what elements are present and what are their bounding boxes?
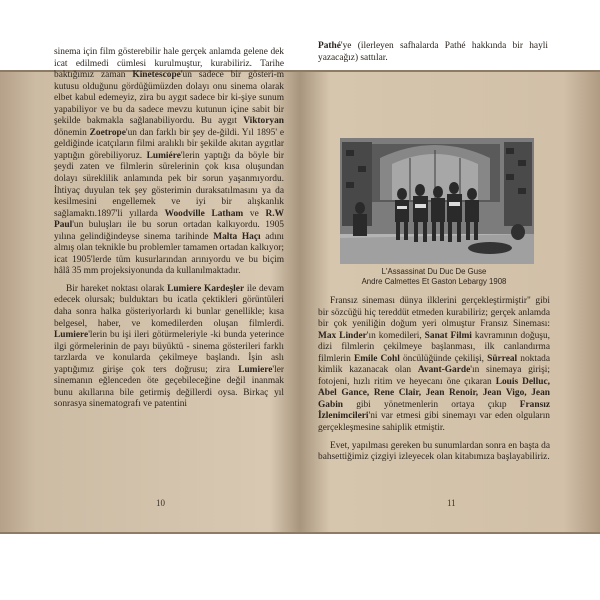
left-page-text (54, 47, 284, 411)
photo-caption (318, 267, 550, 287)
bold-term: R.W Paul (54, 208, 284, 231)
text-run: öncülüğünde çekilişi, (399, 353, 488, 364)
text-run: ile devam edecek olursak; bulduktarı bu icatla çektikleri görüntüleri daha sonra halka gösteriyorlardı ki bunlar genellikle; kısa belgesel, haber, ve komedilerden oluşan filmlerdi. (54, 283, 284, 329)
text-run: 'ın sinemaya girişi; fotojeni, hızlı ritim ve heyecanı öne çıkaran (318, 365, 550, 387)
left-paragraph-1 (54, 47, 284, 278)
bold-term: Woodville Latham (164, 208, 244, 219)
bold-term: Lumiere (238, 364, 273, 375)
bold-term: Sanat Filmi (424, 330, 472, 341)
bold-term: Pathé (318, 41, 341, 51)
text-run: sinema için film gösterebilir hale gerçek anlamda gelene dek icat edilmedi cümlesi kurulmuştur, kurabiliriz. Tarihe baktığımız zaman (54, 47, 284, 81)
page-number-left: 10 (156, 498, 165, 508)
left-paragraph-2 (54, 284, 284, 411)
text-run: 'ler sinemanın eğlenceden öte geçebileceğine değil inanmak bunu akıllarına bile getirmiş değillerdi oysa. Birkaç yıl sonrasya sinematografı ve patentini (54, 364, 284, 410)
caption-title: L'Assassinat Du Duc De Guse (381, 267, 487, 276)
text-run: noktada kimlik kazanacak olan (318, 353, 550, 376)
text-run: gibi yönetmenlerin ortaya çıkıp (343, 399, 520, 410)
bold-term: Emile Cohl (353, 353, 400, 364)
caption-credits: Andre Calmettes Et Gaston Lebargy 1908 (361, 277, 507, 286)
bold-term: Lumiére (146, 150, 181, 161)
text-run: Fransız sineması dünya ilklerini gerçekleştirmiştir" gibi bir sözcüğü hiç tereddüt etmeden kurabiliriz; gerçek anlamda bir çok yeniliğin doğum yeri olmuştur Fransız Sineması: (318, 296, 550, 330)
bold-term: Max Linder (318, 330, 367, 341)
text-run: kavramının doğuşu, dizi filmlerin çekilmeye başlanması, ilk canlandırma filmlerin (318, 330, 550, 364)
text-run: 'ni var etmesi gibi sinemayı var eden olguların gerçekleşmesine sahiplik etmiştir. (318, 411, 550, 434)
text-run: dönemin (54, 127, 90, 138)
bold-term: Lumiere (54, 330, 89, 341)
text-run: adını almış olan teknikle bu problemler tamamen ortadan kalkıyor; icat 1905'lerde tüm kusurlarından arınıyordu ve bu biçim hâlâ 35 mm projeksiyonunda da kullanılmaktadır. (54, 231, 284, 277)
film-still-photo (340, 138, 534, 264)
text-run: 'un buluşları ile bu sorun ortadan kalkıyordu. 1905 yılına gelindiğindeyse sinema tarihinde (54, 220, 284, 242)
bold-term: Zoetrope (89, 127, 126, 138)
right-paragraph-2: Evet, yapılması gereken bu sunumlardan sonra en başta da bahsettiğimiz çizgiyi izleyecek olan kitabımıza başlayabiliriz. (318, 440, 550, 463)
right-paragraph-1 (318, 296, 550, 435)
text-run: 'un dan farklı bir şey de-ğildi. Yıl 1895' e geldiğinde icatçıların filmi aralıklı bir şekilde akıtan aygıtlar yaptığın görebiliyoruz. (54, 127, 284, 161)
text-run: ve (243, 208, 266, 219)
bold-term: Sürreal (487, 353, 518, 364)
bold-term: Louis Delluc, Abel Gance, Rene Clair, Jean Renoir, Jean Vigo, Jean Gabin (318, 376, 550, 410)
bold-term: Lumiere Kardeşler (167, 283, 245, 294)
bold-term: Avant-Garde (417, 365, 471, 376)
text-run: 'ın komedileri, (366, 330, 425, 341)
page-number-right: 11 (447, 498, 456, 508)
text-run: Bir hareket noktası olarak (66, 283, 168, 294)
text-run: 'lerin bu işi ileri götürmeleriyle -ki bunda yeterince ilgi görmelerinin de payı büyüktü - sinema gösterileri farklı tarzlarda ve konularda çekilmeye başlandı. İşin aslı yaptığımız girişe çok ters doğrusu; zira (54, 330, 284, 375)
right-page-top-text (318, 41, 548, 64)
text-run: 'lerin yaptığı da böyle bir şeydi zaten ve filmlerin sürelerinin çok kısa oluşundan dolayı süreklilik anlamında pek bir sorun yaşanmıyordu. İhtiyaç duyulan tek şey gösterimin duraksatılmasını ya da kesilmesini engellemek ve iyi bir alışkanlık sağlamaktı.1897'li yıllarda (54, 150, 285, 219)
bold-term: Malta Haçı (213, 231, 261, 242)
text-run: 'ye (ilerleyen safhalarda Pathé hakkında bir hayli yazacağız) sattılar. (318, 41, 548, 63)
text-run: 'un sadece bir gösteri-m kutusu olduğunu gördüğümüzden dolayı onu sinema olarak elbet kabul edemeyiz, zira bu aygıt sadece bir ki-şiye sunum yapabiliyor ve bu da sadece mevzu kutunun içine sabit bir şekilde bakmakla sağlanabiliyordu. Bu aygıt (54, 70, 284, 127)
right-page-text (318, 296, 550, 464)
bold-term: Kinetescope (132, 70, 181, 81)
right-top-lines (318, 41, 548, 64)
bold-term: Viktoryan (243, 116, 284, 127)
bold-term: Fransız İzlenimcileri (318, 399, 550, 422)
